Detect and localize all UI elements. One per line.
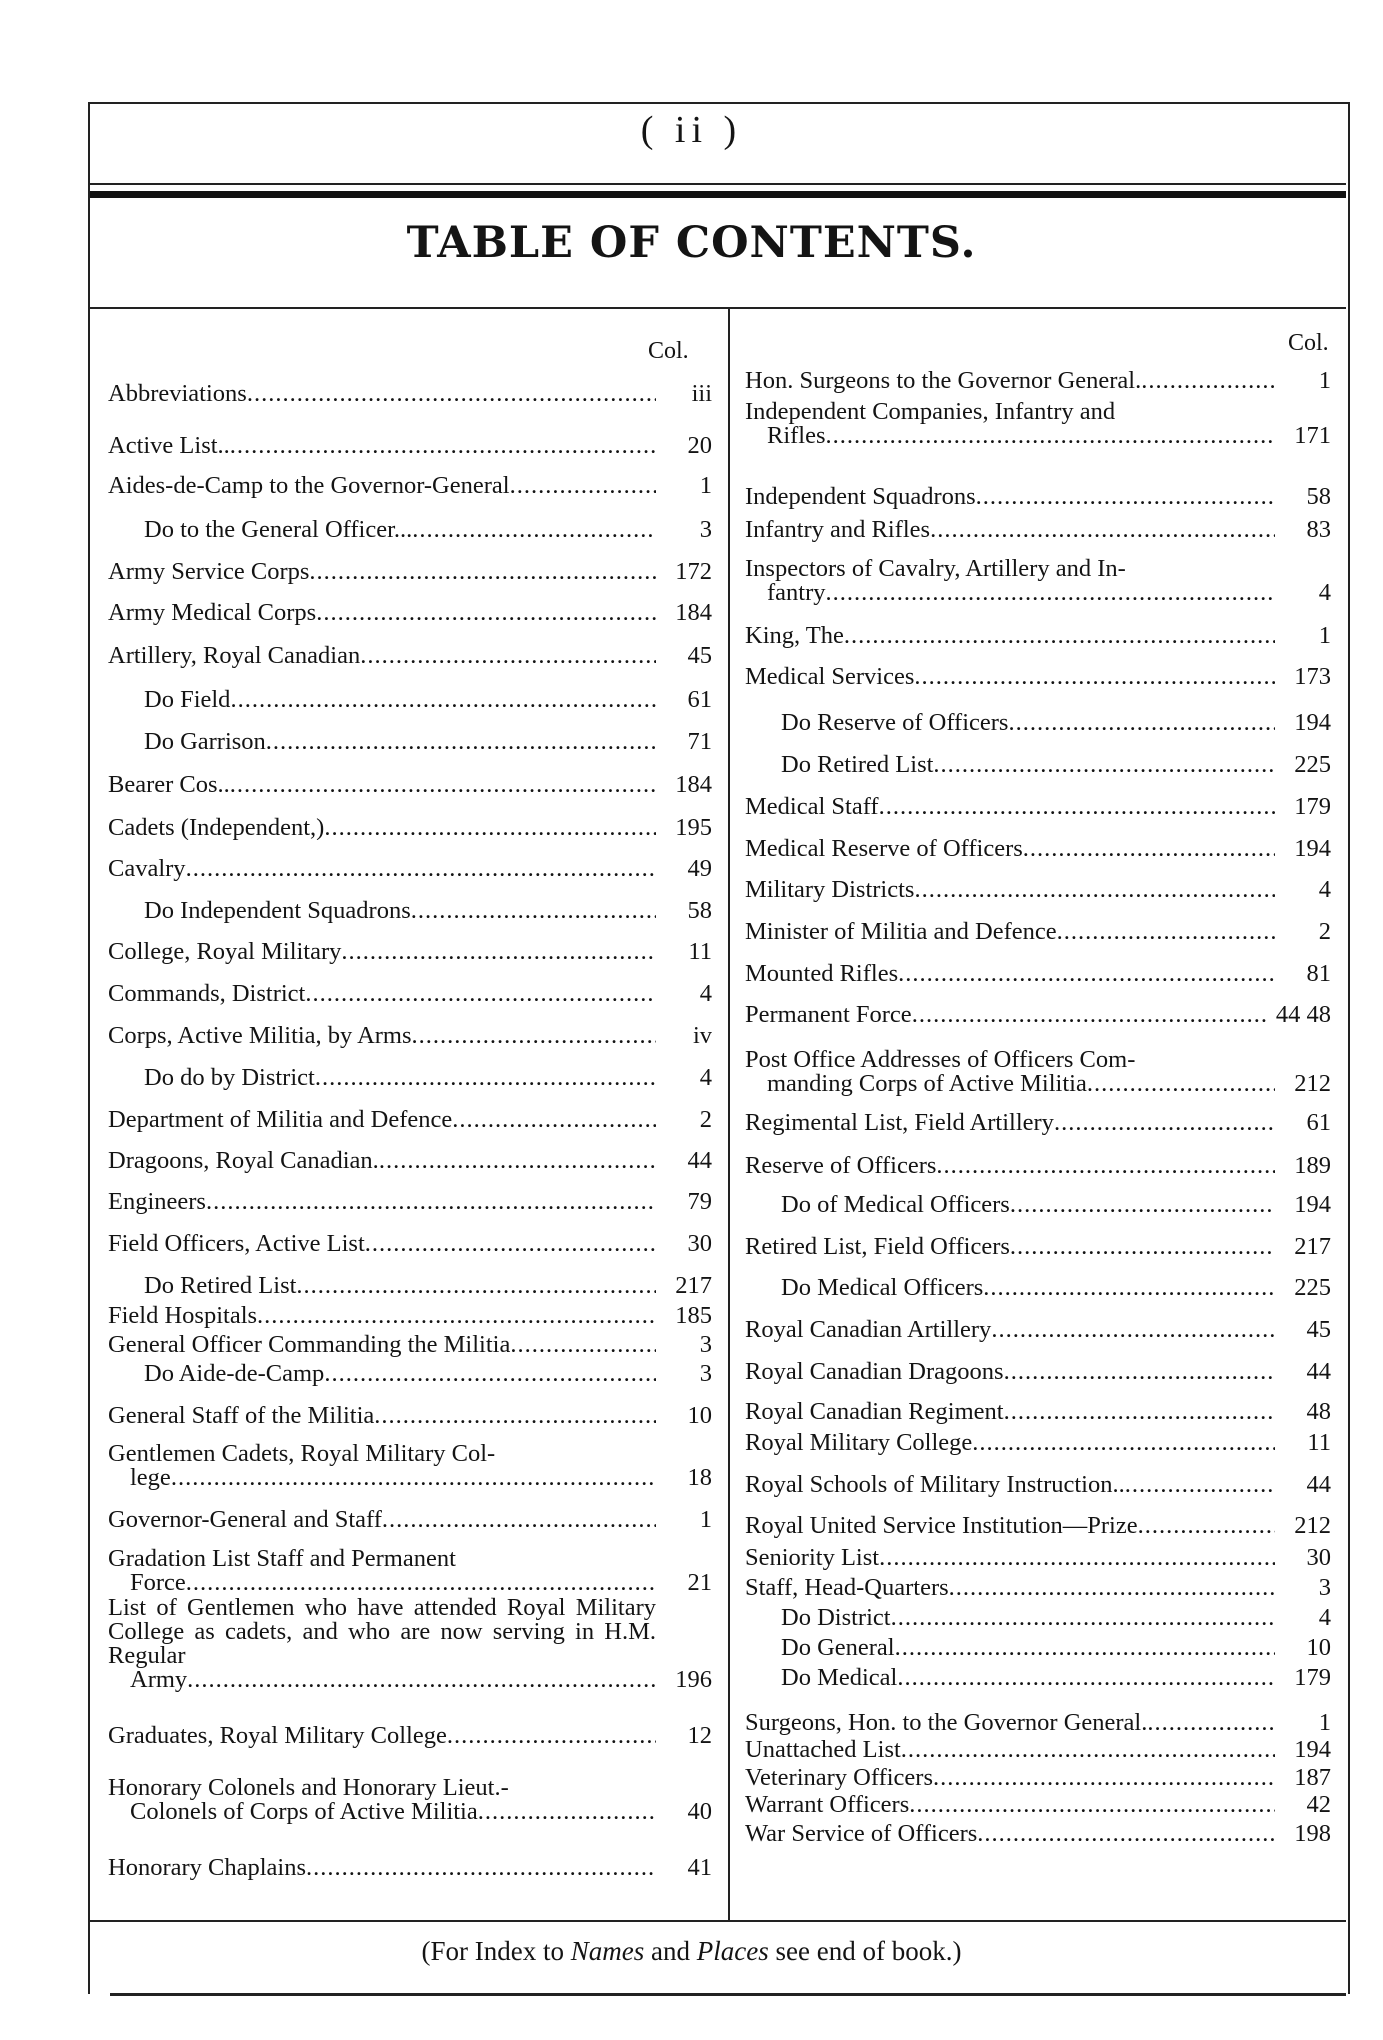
toc-entry-column: 3 — [656, 1362, 712, 1386]
toc-entry-column: 171 — [1275, 424, 1331, 448]
toc-entry-title: Medical Services ..... — [745, 665, 1275, 689]
toc-entry-column: 3 — [656, 518, 712, 542]
toc-entry-column: 10 — [1275, 1636, 1331, 1660]
toc-entry-column: 12 — [656, 1724, 712, 1748]
toc-entry-title: Royal Canadian Dragoons ..... — [745, 1360, 1275, 1384]
toc-entry-title: Military Districts ..... — [745, 878, 1275, 902]
toc-entry — [745, 1111, 1331, 1135]
toc-entry — [745, 1360, 1331, 1384]
toc-entry — [745, 920, 1331, 944]
footer-note — [0, 1936, 1383, 1967]
toc-entry-column: 79 — [656, 1190, 712, 1214]
toc-entry-title: Seniority List ..... — [745, 1546, 1275, 1570]
toc-entry — [108, 560, 712, 584]
toc-entry — [108, 434, 712, 458]
toc-entry-title: General Officer Commanding the Militia ..... — [108, 1333, 656, 1357]
toc-entry — [745, 1766, 1331, 1790]
toc-entry — [745, 485, 1331, 509]
toc-entry — [108, 474, 712, 498]
header-rule-thick — [90, 191, 1346, 198]
toc-entry-column: 2 — [1275, 920, 1331, 944]
toc-entry-title-start: List of Gentlemen who have attended Royal Military College as cadets, and who are now serving in H.M. Regular — [108, 1594, 656, 1669]
toc-entry-title: Colonels of Corps of Active Militia ..... — [108, 1800, 656, 1824]
toc-entry-column: 45 — [656, 644, 712, 668]
toc-entry-title: Do District ..... — [745, 1606, 1275, 1630]
toc-entry — [745, 400, 1331, 448]
toc-entry-title: Infantry and Rifles ..... — [745, 518, 1275, 542]
header-rule — [90, 183, 1346, 185]
toc-entry — [108, 518, 712, 542]
toc-entry-column: 45 — [1275, 1318, 1331, 1342]
toc-entry — [745, 1235, 1331, 1259]
toc-entry-title: Do Medical Officers ..... — [745, 1276, 1275, 1300]
toc-entry-column: 44 — [1275, 1360, 1331, 1384]
toc-entry-title: Do Medical ..... — [745, 1666, 1275, 1690]
toc-entry-title: Do General ..... — [745, 1636, 1275, 1660]
toc-entry-title: Governor-General and Staff ..... — [108, 1508, 656, 1532]
toc-entry-column: 185 — [656, 1304, 712, 1328]
toc-entry-title: Graduates, Royal Military College ..... — [108, 1724, 656, 1748]
toc-entry — [745, 1822, 1331, 1846]
toc-entry — [108, 601, 712, 625]
toc-entry-title: Do Garrison ..... — [108, 730, 656, 754]
toc-entry — [108, 1724, 712, 1748]
toc-entry-column: 30 — [1275, 1546, 1331, 1570]
toc-entry-column: 1 — [1275, 1711, 1331, 1735]
toc-entry — [745, 837, 1331, 861]
footer-text: and — [644, 1936, 697, 1966]
toc-entry-title: Cavalry ..... — [108, 857, 656, 881]
toc-entry — [745, 1193, 1331, 1217]
toc-entry — [745, 878, 1331, 902]
toc-entry-column: 49 — [656, 857, 712, 881]
toc-entry-column: 83 — [1275, 518, 1331, 542]
toc-entry — [745, 1048, 1331, 1096]
toc-entry-title: Army Service Corps ..... — [108, 560, 656, 584]
toc-entry — [745, 1473, 1331, 1497]
toc-entry — [108, 857, 712, 881]
toc-entry-column: 1 — [656, 474, 712, 498]
toc-entry — [745, 1576, 1331, 1600]
toc-entry-title: Do Reserve of Officers ..... — [745, 711, 1275, 735]
toc-entry-column: 44 — [1275, 1473, 1331, 1497]
toc-entry-title: Honorary Chaplains ..... — [108, 1856, 656, 1880]
toc-entry-column: 48 — [1275, 1400, 1331, 1424]
toc-entry — [745, 1738, 1331, 1762]
toc-entry — [745, 1514, 1331, 1538]
toc-entry-column: 11 — [1275, 1431, 1331, 1455]
toc-entry-column: 61 — [656, 688, 712, 712]
toc-entry-column: 11 — [656, 940, 712, 964]
toc-entry-title: Do Aide-de-Camp ..... — [108, 1362, 656, 1386]
toc-entry-column: 212 — [1275, 1514, 1331, 1538]
toc-entry-title-start: Gradation List Staff and Permanent — [108, 1545, 456, 1572]
toc-entry — [108, 1190, 712, 1214]
toc-entry — [108, 1304, 712, 1328]
toc-entry-title: Army Medical Corps ..... — [108, 601, 656, 625]
toc-entry-title-start: Independent Companies, Infantry and — [745, 398, 1116, 425]
toc-entry-column: 61 — [1275, 1111, 1331, 1135]
toc-entry-title: Do to the General Officer... ..... — [108, 518, 656, 542]
toc-entry-column: 4 — [656, 1066, 712, 1090]
toc-entry-column: 41 — [656, 1856, 712, 1880]
right-col-label: Col. — [1288, 330, 1329, 356]
toc-entry-title: Royal Military College ..... — [745, 1431, 1275, 1455]
toc-entry-title: Field Hospitals ..... — [108, 1304, 656, 1328]
toc-entry — [745, 1003, 1331, 1027]
toc-entry-column: 30 — [656, 1232, 712, 1256]
toc-entry — [108, 1024, 712, 1048]
toc-entry — [745, 711, 1331, 735]
toc-entry — [108, 773, 712, 797]
toc-entry-title: Dragoons, Royal Canadian. ..... — [108, 1149, 656, 1173]
toc-entry-title: Field Officers, Active List ..... — [108, 1232, 656, 1256]
toc-entry — [745, 557, 1331, 605]
toc-entry-column: iii — [656, 382, 712, 406]
toc-entry-column: 44 — [656, 1149, 712, 1173]
toc-entry-title: manding Corps of Active Militia ..... — [745, 1072, 1275, 1096]
toc-entry-column: 71 — [656, 730, 712, 754]
toc-entry-column: iv — [656, 1024, 712, 1048]
toc-entry — [745, 1154, 1331, 1178]
toc-entry-title: Do do by District ..... — [108, 1066, 656, 1090]
toc-entry — [745, 962, 1331, 986]
toc-entry-title: Medical Reserve of Officers ..... — [745, 837, 1275, 861]
toc-entry-column: 194 — [1275, 837, 1331, 861]
toc-entry-title: Force ..... — [108, 1571, 656, 1595]
toc-entry — [745, 1636, 1331, 1660]
toc-entry-column: 18 — [656, 1466, 712, 1490]
toc-entry — [108, 1508, 712, 1532]
toc-entry-column: 196 — [656, 1668, 712, 1692]
toc-entry — [108, 816, 712, 840]
toc-entry — [745, 624, 1331, 648]
toc-entry — [108, 1333, 712, 1357]
toc-entry-column: 217 — [1275, 1235, 1331, 1259]
toc-entry-title: Bearer Cos.. ..... — [108, 773, 656, 797]
footer-text: (For Index to — [421, 1936, 571, 1966]
toc-entry-title: Unattached List ..... — [745, 1738, 1275, 1762]
toc-entry-column: 40 — [656, 1800, 712, 1824]
toc-entry — [108, 730, 712, 754]
toc-entry-column: 198 — [1275, 1822, 1331, 1846]
toc-entry-title-start: Inspectors of Cavalry, Artillery and In- — [745, 555, 1126, 582]
page-title: TABLE OF CONTENTS. — [406, 218, 977, 268]
toc-entry-column: 81 — [1275, 962, 1331, 986]
toc-entry-title: Royal United Service Institution—Prize ..... — [745, 1514, 1275, 1538]
toc-entry-title: Engineers ..... — [108, 1190, 656, 1214]
toc-entry-title: Abbreviations ..... — [108, 382, 656, 406]
toc-entry — [108, 940, 712, 964]
toc-entry-column: 3 — [1275, 1576, 1331, 1600]
toc-entry-title: Medical Staff ..... — [745, 795, 1275, 819]
toc-entry-title: Do of Medical Officers ..... — [745, 1193, 1275, 1217]
toc-entry — [108, 982, 712, 1006]
toc-entry-title: Royal Canadian Artillery ..... — [745, 1318, 1275, 1342]
toc-entry — [108, 1362, 712, 1386]
toc-entry-title: Veterinary Officers ..... — [745, 1766, 1275, 1790]
toc-entry — [745, 1276, 1331, 1300]
toc-entry-column: 179 — [1275, 1666, 1331, 1690]
toc-entry-title: Army ..... — [108, 1668, 656, 1692]
toc-entry-title-start: Honorary Colonels and Honorary Lieut.- — [108, 1774, 509, 1801]
toc-entry-column: 4 — [656, 982, 712, 1006]
toc-entry-title: Royal Schools of Military Instruction.. ..... — [745, 1473, 1275, 1497]
toc-entry-title: Do Field ..... — [108, 688, 656, 712]
toc-entry-title: King, The ..... — [745, 624, 1275, 648]
toc-entry — [108, 1547, 712, 1595]
toc-entry — [745, 518, 1331, 542]
toc-entry-column: 172 — [656, 560, 712, 584]
toc-entry-title: Royal Canadian Regiment ..... — [745, 1400, 1275, 1424]
toc-entry-title-start: Post Office Addresses of Officers Com- — [745, 1046, 1136, 1073]
toc-entry — [108, 1149, 712, 1173]
toc-entry-column: 44 48 — [1268, 1003, 1331, 1027]
toc-entry-column: 4 — [1275, 1606, 1331, 1630]
toc-entry-column: 4 — [1275, 878, 1331, 902]
toc-entry-title: Permanent Force ..... — [745, 1003, 1268, 1027]
toc-entry-title: Department of Militia and Defence ..... — [108, 1108, 656, 1132]
toc-entry-column: 21 — [656, 1571, 712, 1595]
toc-entry-title: Mounted Rifles ..... — [745, 962, 1275, 986]
toc-entry-title: fantry ..... — [745, 581, 1275, 605]
toc-entry-title: Hon. Surgeons to the Governor General. ..... — [745, 369, 1275, 393]
toc-entry-column: 3 — [656, 1333, 712, 1357]
toc-entry — [745, 1606, 1331, 1630]
toc-entry — [745, 1546, 1331, 1570]
toc-entry — [745, 1793, 1331, 1817]
toc-entry — [745, 1318, 1331, 1342]
toc-entry-column: 10 — [656, 1404, 712, 1428]
toc-entry-title: Warrant Officers ..... — [745, 1793, 1275, 1817]
toc-entry — [108, 899, 712, 923]
toc-entry-column: 20 — [656, 434, 712, 458]
toc-entry-column: 58 — [1275, 485, 1331, 509]
toc-entry-column: 225 — [1275, 753, 1331, 777]
toc-entry-title: Rifles ..... — [745, 424, 1275, 448]
toc-entry-title: Minister of Militia and Defence ..... — [745, 920, 1275, 944]
toc-entry-column: 217 — [656, 1274, 712, 1298]
toc-entry — [745, 1711, 1331, 1735]
footer-text: see end of book.) — [768, 1936, 962, 1966]
toc-entry — [745, 795, 1331, 819]
footer-places: Places — [696, 1936, 769, 1966]
toc-entry — [108, 1856, 712, 1880]
toc-entry-title: Do Independent Squadrons ..... — [108, 899, 656, 923]
toc-entry-title: Staff, Head-Quarters ..... — [745, 1576, 1275, 1600]
toc-entry-title: Do Retired List ..... — [745, 753, 1275, 777]
toc-entry-title: Reserve of Officers ..... — [745, 1154, 1275, 1178]
toc-entry — [745, 1666, 1331, 1690]
toc-entry-title: General Staff of the Militia ..... — [108, 1404, 656, 1428]
toc-entry — [108, 1776, 712, 1824]
toc-entry — [108, 1232, 712, 1256]
toc-entry-title: Do Retired List ..... — [108, 1274, 656, 1298]
toc-entry-title: lege ..... — [108, 1466, 656, 1490]
footer-names: Names — [570, 1936, 645, 1966]
toc-entry-title-start: Gentlemen Cadets, Royal Military Col- — [108, 1440, 496, 1467]
toc-entry — [108, 1066, 712, 1090]
toc-entry-column: 42 — [1275, 1793, 1331, 1817]
toc-entry — [745, 369, 1331, 393]
toc-entry-title: College, Royal Military ..... — [108, 940, 656, 964]
toc-entry — [108, 1274, 712, 1298]
toc-entry-title: Artillery, Royal Canadian ..... — [108, 644, 656, 668]
toc-entry-column: 58 — [656, 899, 712, 923]
toc-entry-column: 195 — [656, 816, 712, 840]
toc-entry-column: 184 — [656, 773, 712, 797]
toc-entry-title: Surgeons, Hon. to the Governor General. ..... — [745, 1711, 1275, 1735]
toc-entry — [108, 1404, 712, 1428]
toc-entry-title: Regimental List, Field Artillery ..... — [745, 1111, 1275, 1135]
toc-entry-title: Cadets (Independent,) ..... — [108, 816, 656, 840]
toc-entry — [108, 644, 712, 668]
toc-entry-column: 194 — [1275, 1738, 1331, 1762]
toc-entry-column: 2 — [656, 1108, 712, 1132]
toc-entry — [108, 1108, 712, 1132]
toc-entry-title: Commands, District ..... — [108, 982, 656, 1006]
toc-entry-title: Active List.. ..... — [108, 434, 656, 458]
toc-entry — [745, 665, 1331, 689]
toc-entry-column: 1 — [1275, 369, 1331, 393]
toc-entry — [108, 1442, 712, 1490]
toc-entry-title: War Service of Officers ..... — [745, 1822, 1275, 1846]
toc-entry-column: 189 — [1275, 1154, 1331, 1178]
toc-entry-column: 194 — [1275, 711, 1331, 735]
toc-entry-column: 173 — [1275, 665, 1331, 689]
toc-entry — [745, 1400, 1331, 1424]
toc-entry — [745, 1431, 1331, 1455]
toc-entry-column: 1 — [656, 1508, 712, 1532]
toc-entry-title: Independent Squadrons ..... — [745, 485, 1275, 509]
toc-entry-title: Aides-de-Camp to the Governor-General ..... — [108, 474, 656, 498]
toc-entry-title: Retired List, Field Officers ..... — [745, 1235, 1275, 1259]
toc-entry-column: 1 — [1275, 624, 1331, 648]
toc-entry — [108, 688, 712, 712]
footer-rule — [90, 1920, 1346, 1922]
toc-entry-column: 179 — [1275, 795, 1331, 819]
toc-entry — [108, 1596, 712, 1692]
toc-entry-column: 184 — [656, 601, 712, 625]
toc-entry — [745, 753, 1331, 777]
toc-entry-column: 225 — [1275, 1276, 1331, 1300]
toc-entry-column: 4 — [1275, 581, 1331, 605]
toc-entry — [108, 382, 712, 406]
page-number: ( ii ) — [640, 109, 743, 151]
toc-entry-column: 212 — [1275, 1072, 1331, 1096]
title-rule — [90, 307, 1346, 309]
bottom-rule — [110, 1993, 1346, 1996]
toc-entry-column: 194 — [1275, 1193, 1331, 1217]
toc-entry-column: 187 — [1275, 1766, 1331, 1790]
left-col-label: Col. — [648, 338, 689, 364]
toc-entry-title: Corps, Active Militia, by Arms ..... — [108, 1024, 656, 1048]
column-separator — [728, 308, 730, 1920]
